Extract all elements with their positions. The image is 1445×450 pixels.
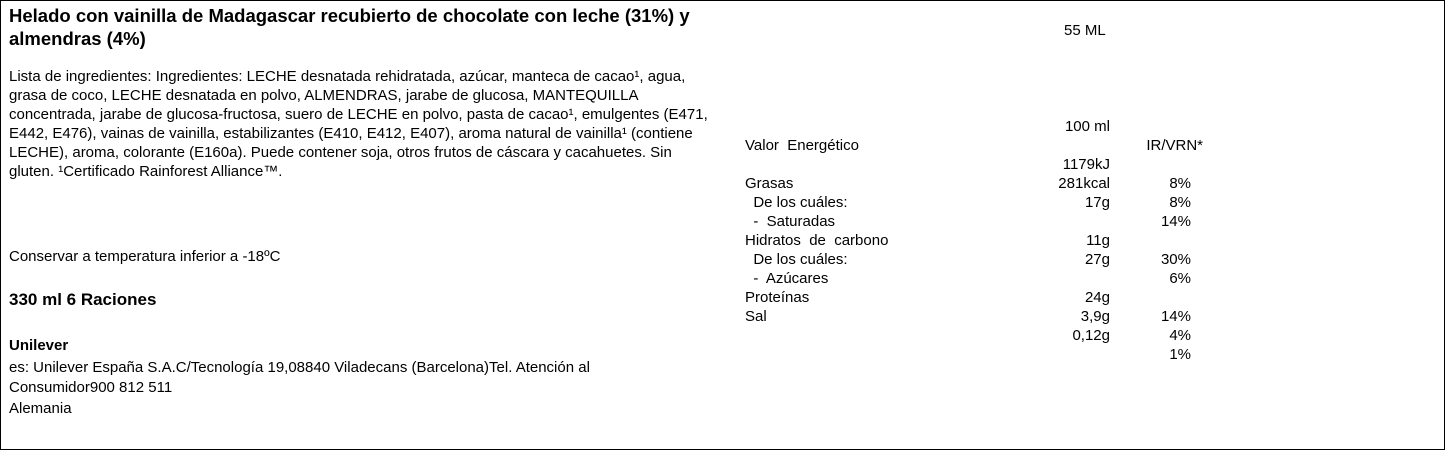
nutrient-label: De los cuáles: xyxy=(745,194,848,211)
nutrient-label: Sal xyxy=(745,308,767,325)
nutrient-pct: 30% xyxy=(1160,251,1191,268)
nutrient-label: Proteínas xyxy=(745,289,810,306)
nutrition-header-value: 100 ml xyxy=(1064,118,1110,135)
nutrient-value: 3,9g xyxy=(1080,308,1110,325)
nutrient-value: 1179kJ xyxy=(1062,156,1110,173)
country-origin: Alemania xyxy=(9,400,72,417)
company-address: es: Unilever España S.A.C/Tecnología 19,08840 Viladecans (Barcelona)Tel. Atención al Consumidor900 812 511 xyxy=(9,359,590,396)
storage-instructions: Conservar a temperatura inferior a -18ºC xyxy=(9,248,281,265)
nutrition-table xyxy=(745,98,1205,363)
nutrient-pct: 6% xyxy=(1169,270,1191,287)
nutrient-label: Hidratos de carbono xyxy=(745,232,889,249)
nutrient-value: 27g xyxy=(1084,251,1110,268)
nutrient-label: - Saturadas xyxy=(745,213,836,230)
nutrient-value: 11g xyxy=(1086,232,1110,249)
nutrition-header-pct: IR/VRN* xyxy=(1146,137,1203,154)
nutrient-pct: 14% xyxy=(1160,308,1191,325)
product-title: Helado con vainilla de Madagascar recubierto de chocolate con leche (31%) y almendras (4%) xyxy=(9,5,690,49)
nutrient-pct: 8% xyxy=(1169,194,1191,211)
nutrient-pct: 8% xyxy=(1169,175,1191,192)
nutrient-pct: 1% xyxy=(1169,346,1191,363)
nutrient-label: Grasas xyxy=(745,175,794,192)
nutrient-pct: 4% xyxy=(1169,327,1191,344)
product-volume: 55 ML xyxy=(1064,22,1106,39)
ingredients-list: Lista de ingredientes: Ingredientes: LECHE desnatada rehidratada, azúcar, manteca de cacao¹, agua, grasa de coco, LECHE desnatada en polvo, ALMENDRAS, jarabe de glucosa, MANTEQUILLA concentrada, jarabe de glucosa-fructosa, suero de LECHE en polvo, pasta de cacao¹, emulgentes (E471, E442, E476), vainas de vainilla, estabilizantes (E410, E412, E407), aroma natural de vainilla¹ (contiene LECHE), aroma, colorante (E160a). Puede contener soja, otros frutos de cáscara y cacahuetes. Sin gluten. ¹Certificado Rainforest Alliance™. xyxy=(9,68,708,180)
company-name: Unilever xyxy=(9,337,69,354)
nutrient-value: 281kcal xyxy=(1058,175,1110,192)
nutrient-label: - Azúcares xyxy=(745,270,829,287)
nutrient-value: 17g xyxy=(1084,194,1110,211)
nutrient-value: 0,12g xyxy=(1072,327,1110,344)
nutrient-label: De los cuáles: xyxy=(745,251,848,268)
nutrient-value: 24g xyxy=(1084,289,1110,306)
nutrient-pct: 14% xyxy=(1160,213,1191,230)
nutrient-label: Valor Energético xyxy=(745,137,859,154)
portions-info: 330 ml 6 Raciones xyxy=(9,290,157,309)
